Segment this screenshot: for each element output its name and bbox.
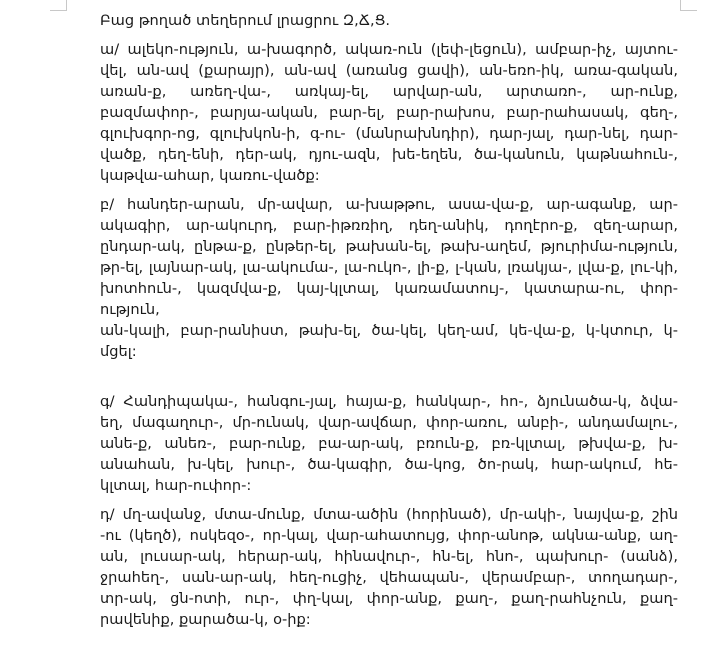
paragraph-line: առան-ք, առեղ-վա-, առկայ-ել, արվար-ան, արտառո-, ար-ունք, <box>100 83 678 100</box>
paragraph-line: բազմափոր-, բարյա-ական, բար-ել, բար-րախոս, բար-րահասակ, գեղ-, <box>100 104 678 121</box>
margin-corner-mark-right <box>680 0 697 11</box>
paragraph-line: րավենիք, քարածա-կ, օ-իք: <box>100 611 311 628</box>
paragraph-line: խոտհուն-, կազմվա-ք, կայ-կլտալ, կառամատույ-, կատարա-ու, փոր- <box>100 280 678 297</box>
paragraph-line: գ/ Հանդիպակա-, հանգու-յալ, հայա-ք, հանկար-, հո-, ձյունածա-կ, ձվա- <box>100 393 678 410</box>
paragraph-line: -ու (կեղծ), ոսկեզօ-, որ-կալ, վար-ահատույց, փոր-անոթ, ակնա-անք, աղ- <box>100 527 678 544</box>
paragraph-line: դ/ մղ-ավանջ, մտա-մունք, մտա-ածին (հորինած), մր-ակի-, նայվա-ք, շին <box>100 506 678 523</box>
paragraph-line: ակագիր, ար-ակուրդ, բար-իթռռիղ, դեղ-անիկ, դողէրո-ք, զեղ-արար, <box>100 217 678 234</box>
paragraph-a <box>100 39 678 186</box>
paragraph-d <box>100 504 678 630</box>
paragraph-line: վածք, դեղ-ենի, դեր-ակ, դյու-ազն, խե-եղեն, ծա-կանուն, կաթնահուն-, <box>100 146 678 163</box>
paragraph-line: ություն, <box>100 301 160 318</box>
paragraph-b <box>100 194 678 362</box>
paragraph-line: բ/ հանդեր-արան, մր-ավար, ա-խաթթու, ասա-վա-ք, ար-ագանք, ար- <box>100 196 678 213</box>
paragraph-line: տր-ակ, ցն-ոտի, ուր-, փղ-կալ, փոր-անք, քաղ-, քաղ-րահնչուն, քաղ- <box>100 590 678 607</box>
paragraph-line: եղ, մագաղուր-, մր-ունակ, վար-ավճար, փոր-առու, անբի-, անդամալու-, <box>100 414 678 431</box>
exercise-title: Բաց թողած տեղերում լրացրու Զ,Ճ,Ց. <box>100 12 391 29</box>
paragraph-line: ջրահեղ-, սան-ար-ակ, հեղ-ուցիչ, վեհապան-, վերամբար-, տողադար-, <box>100 569 678 586</box>
paragraph-line: ա/ ալեկո-ություն, ա-խագործ, ակառ-ուն (լեփ-լեցուն), ամբար-իչ, այտու- <box>100 41 678 58</box>
margin-corner-mark-left <box>50 0 67 11</box>
paragraph-line: ընդար-ակ, ընթա-ք, ընթեր-ել, թախան-ել, թախ-աղեմ, թյուրիմա-ություն, <box>100 238 678 255</box>
paragraph-line: անե-ք, անեռ-, բար-ունք, բա-ար-ակ, բռուն-ք, բռ-կլտալ, թխվա-ք, խ- <box>100 435 678 452</box>
paragraph-line: կլտալ, հար-ուփոր-: <box>100 477 252 494</box>
paragraph-line: ան-կալի, բար-րանիստ, թախ-ել, ծա-կել, կեղ-ամ, կե-վա-ք, կ-կտուր, կ- <box>100 322 678 339</box>
paragraph-line: կաթվա-ահար, կառու-վածք: <box>100 167 320 184</box>
paragraph-line: անահան, խ-կել, խուր-, ծա-կագիր, ծա-կոց, ծո-րակ, հար-ակում, հե- <box>100 456 678 473</box>
paragraph-line: մցել: <box>100 343 137 360</box>
paragraph-line: վել, ան-ավ (քարայր), ան-ավ (առանց ցավի), ան-եռո-իկ, առա-գական, <box>100 62 678 79</box>
paragraph-c <box>100 391 678 496</box>
paragraph-line: թր-ել, լայնար-ակ, լա-ակումա-, լա-ուկո-, լի-ք, լ-կան, լռակյա-, լվա-ք, լու-կի, <box>100 259 678 276</box>
paragraph-line: ան, լուսար-ակ, հերար-ակ, հինավուր-, հն-ել, հնո-, պախուր- (սանձ), <box>100 548 678 565</box>
document-body[interactable] <box>100 10 678 630</box>
paragraph-line: գլուխգոր-ոց, գլուխկոն-ի, գ-ու- (մանրախնդիր), դար-յալ, դար-նել, դար- <box>100 125 678 142</box>
